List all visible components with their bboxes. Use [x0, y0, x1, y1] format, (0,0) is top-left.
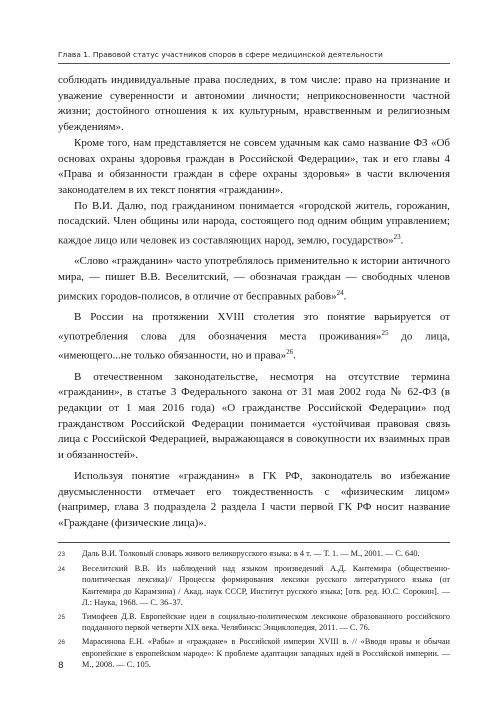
paragraph-5: В России на протяжении XVIII столетия это понятие варьируется от «употребления слова для обозначения места проживания»$^{25}$ до лица, «имеющего...не только обязанности, но и права»$^{26}$.: [58, 311, 450, 362]
page-number: 8: [58, 661, 64, 671]
paragraph-6: [58, 370, 450, 464]
main-text: [58, 73, 450, 532]
footnote-ref-23[interactable]: 23: [393, 233, 401, 242]
paragraph-5-text: В России на протяжении XVIII столетия это понятие варьируется от «употребления слова для обозначения места проживания»: [58, 311, 450, 343]
footnote-text: Веселитский В.В. Из наблюдений над языком произведений А.Д. Кантемира (общественно-политическая лексика)// Процессы формирования лексики русского литературного языка (от Кантемира до Карамзина) / Акад. наук СССР, Институт русского языка; [отв. ред. Ю.С. Сорокин]. — Л.: Наука, 1968. — С. 36–37.: [82, 564, 450, 607]
footnote-number: 23: [58, 551, 65, 558]
paragraph-2: [58, 136, 450, 199]
paragraph-3-text: По В.И. Далю, под гражданином понимается «городской житель, горожанин, посадский. Член общины или народа, состоящего под одним общим управлением; каждое лицо или человек из составляющих народ, землю, государство»: [58, 199, 450, 247]
paragraph-4: «Слово «гражданин» часто употреблялось применительно к истории античного мира, — пишет В.В. Веселитский, — обозначая граждан — свободных членов римских городов-полисов, в отличие от бесправных рабов»$^{24}$.: [58, 255, 450, 303]
footnote-text: Марасинова Е.Н. «Рабы» и «граждане» в Российской империи XVIII в. // «Вводя нравы и обычаи европейские в европейском народе»: К проблеме адаптации западных идей в Российской империи. — М., 2008. — С. 105.: [82, 637, 450, 669]
footnote-number: 26: [58, 639, 65, 647]
paragraph-1-text: соблюдать индивидуальные права последних, в том числе: право на признание и уважение суверенности и автономии личности; неприкосновенности частной жизни; достойного отношения к их культурным, нравственным и религиозным убеждениям».: [58, 74, 450, 134]
paragraph-5-text-after: до лица, «имеющего...не только обязанности, но и права»: [58, 330, 450, 362]
paragraph-3: По В.И. Далю, под гражданином понимается «городской житель, горожанин, посадский. Член общины или народа, состоящего под одним общим управлением; каждое лицо или человек из составляющих народ, землю, государство»$^{23}$.: [58, 199, 450, 247]
footnote-24: [58, 563, 450, 608]
header-rule: [58, 63, 450, 64]
paragraph-1: [58, 73, 450, 136]
footnote-number: 24: [58, 566, 65, 574]
paragraph-4-text: «Слово «гражданин» часто употреблялось применительно к истории античного мира, — пишет В.В. Веселитский, — обозначая граждан — свободных членов римских городов-полисов, в отличие от бесправных рабов»: [58, 255, 450, 303]
paragraph-7: [58, 469, 450, 532]
footnote-ref-25[interactable]: 25: [381, 328, 389, 337]
paragraph-2-text: Кроме того, нам представляется не совсем удачным как само название ФЗ «Об основах охраны здоровья граждан в Российской Федерации», так и его главы 4 «Права и обязанности граждан в сфере охраны здоровья» в части включения законодателем в их текст понятия «гражданин».: [58, 136, 450, 196]
running-header: Глава 1. Правовой статус участников споров в сфере медицинской деятельности: [58, 50, 383, 59]
paragraph-7-text: Используя понятие «гражданин» в ГК РФ, законодатель во избежание двусмысленности отмечает его тождественность с «физическим лицом» (например, глава 3 подраздела 2 раздела I части первой ГК РФ носит название «Граждане (физические лица)».: [58, 469, 450, 529]
footnote-26: [58, 636, 450, 670]
footnote-ref-26[interactable]: 26: [286, 348, 294, 357]
footnote-text: Тимофеев Д.В. Европейские идеи в социально-политическом лексиконе образованного российского подданного первой четверти XIX века. Челябинск: Энциклопедия, 2011. — С. 76.: [82, 612, 450, 633]
footnote-23: [58, 548, 450, 560]
paragraph-6-text: В отечественном законодательстве, несмотря на отсутствие термина «гражданин», в статье 3 Федерального закона от 31 мая 2002 года № 62-ФЗ (в редакции от 1 мая 2016 года) «О гражданстве Российской Федерации» под гражданством Российской Федерации понимается «устойчивая правовая связь лица с Российской Федерацией, выражающаяся в совокупности их взаимных прав и обязанностей».: [58, 370, 450, 462]
footnote-text: Даль В.И. Толковый словарь живого великорусского языка: в 4 т. — Т. 1. — М., 2001. — С. 640.: [82, 549, 420, 558]
footnotes: [58, 548, 450, 673]
footnote-rule: [58, 542, 450, 543]
footnote-25: [58, 611, 450, 633]
footnote-ref-24[interactable]: 24: [336, 288, 344, 297]
footnote-number: 25: [58, 614, 65, 622]
